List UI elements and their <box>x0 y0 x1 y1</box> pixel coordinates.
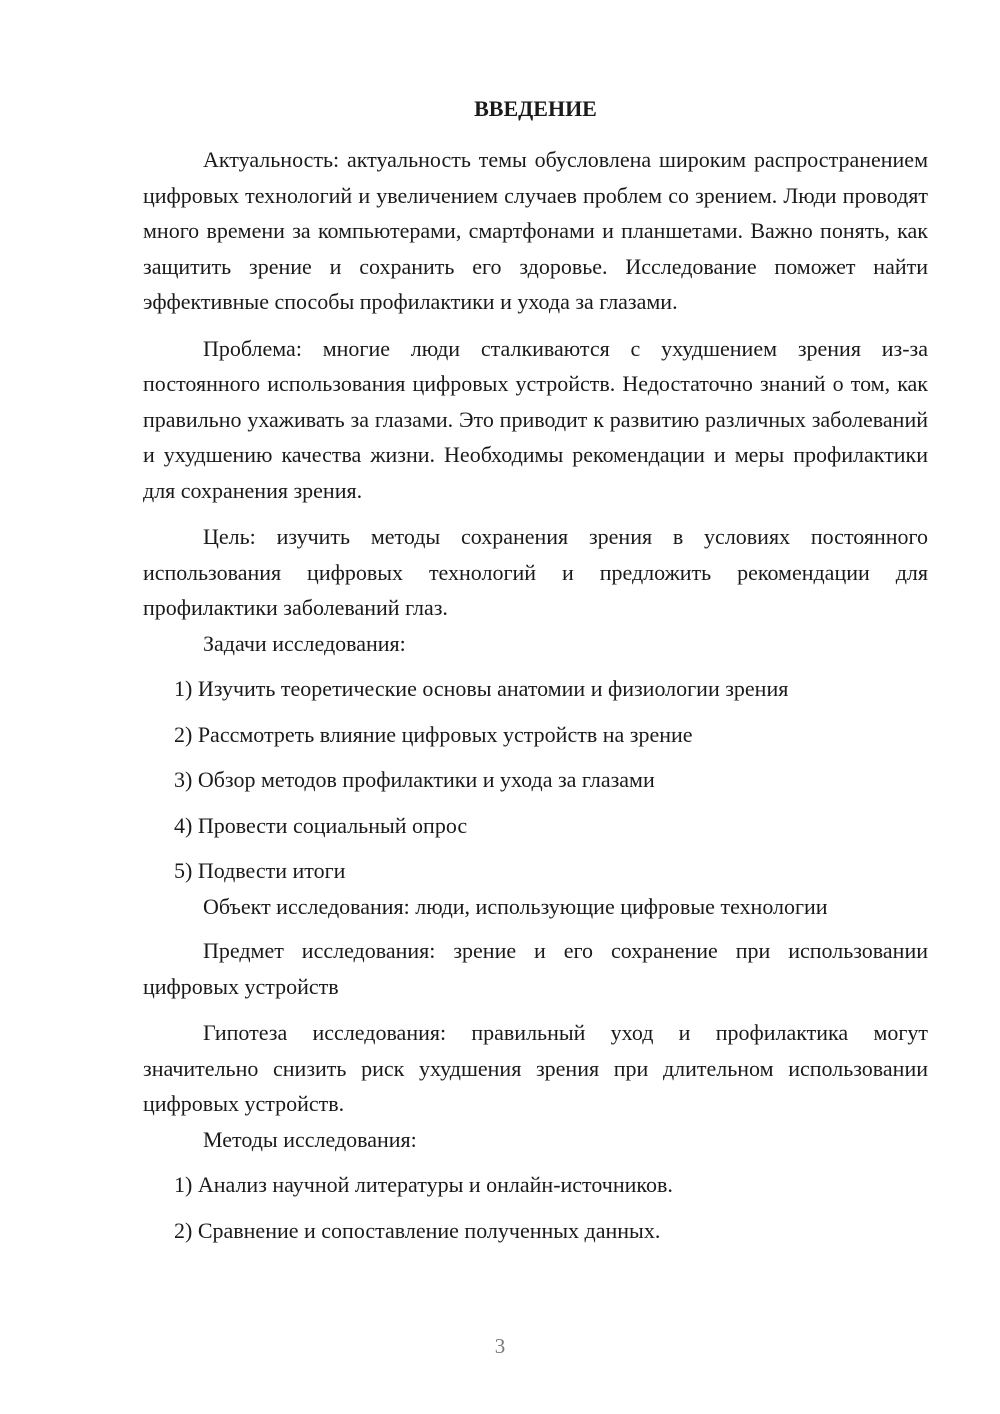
relevance-paragraph: Актуальность: актуальность темы обусловлена широким распространением цифровых технологий и увеличением случаев проблем со зрением. Люди проводят много времени за компьютерами, смартфонами и планшетами. Важно понять, как защитить зрение и сохранить его здоровье. Исследование поможет найти эффективные способы профилактики и ухода за глазами. <box>143 147 928 314</box>
page-number: 3 <box>494 1334 506 1358</box>
task-item-1: 1) Изучить теоретические основы анатомии и физиологии зрения <box>174 676 789 701</box>
task-item-3: 3) Обзор методов профилактики и ухода за глазами <box>174 767 655 792</box>
task-item-4: 4) Провести социальный опрос <box>174 812 468 838</box>
subject-paragraph: Предмет исследования: зрение и его сохранение при использовании цифровых устройств <box>143 938 928 999</box>
object-paragraph: Объект исследования: люди, использующие цифровые технологии <box>203 893 828 919</box>
methods-heading: Методы исследования: <box>203 1126 417 1152</box>
problem-paragraph: Проблема: многие люди сталкиваются с ухудшением зрения из-за постоянного использования цифровых устройств. Недостаточно знаний о том, как правильно ухаживать за глазами. Это приводит к развитию различных заболеваний и ухудшению качества жизни. Необходимы рекомендации и меры профилактики для сохранения зрения. <box>143 335 928 503</box>
hypothesis-paragraph: Гипотеза исследования: правильный уход и профилактика могут значительно снизить риск ухудшения зрения при длительном использовании цифровых устройств. <box>143 1020 928 1116</box>
task-item-2: 2) Рассмотреть влияние цифровых устройств на зрение <box>174 721 693 747</box>
goal-paragraph: Цель: изучить методы сохранения зрения в условиях постоянного использования цифровых технологий и предложить рекомендации для профилактики заболеваний глаз. <box>143 524 928 620</box>
document-page <box>143 94 928 1248</box>
document-title: ВВЕДЕНИЕ <box>474 96 597 121</box>
tasks-heading: Задачи исследования: <box>203 630 406 656</box>
task-item-5: 5) Подвести итоги <box>174 858 346 883</box>
method-item-2: 2) Сравнение и сопоставление полученных данных. <box>174 1217 661 1243</box>
method-item-1: 1) Анализ научной литературы и онлайн-источников. <box>174 1172 673 1197</box>
